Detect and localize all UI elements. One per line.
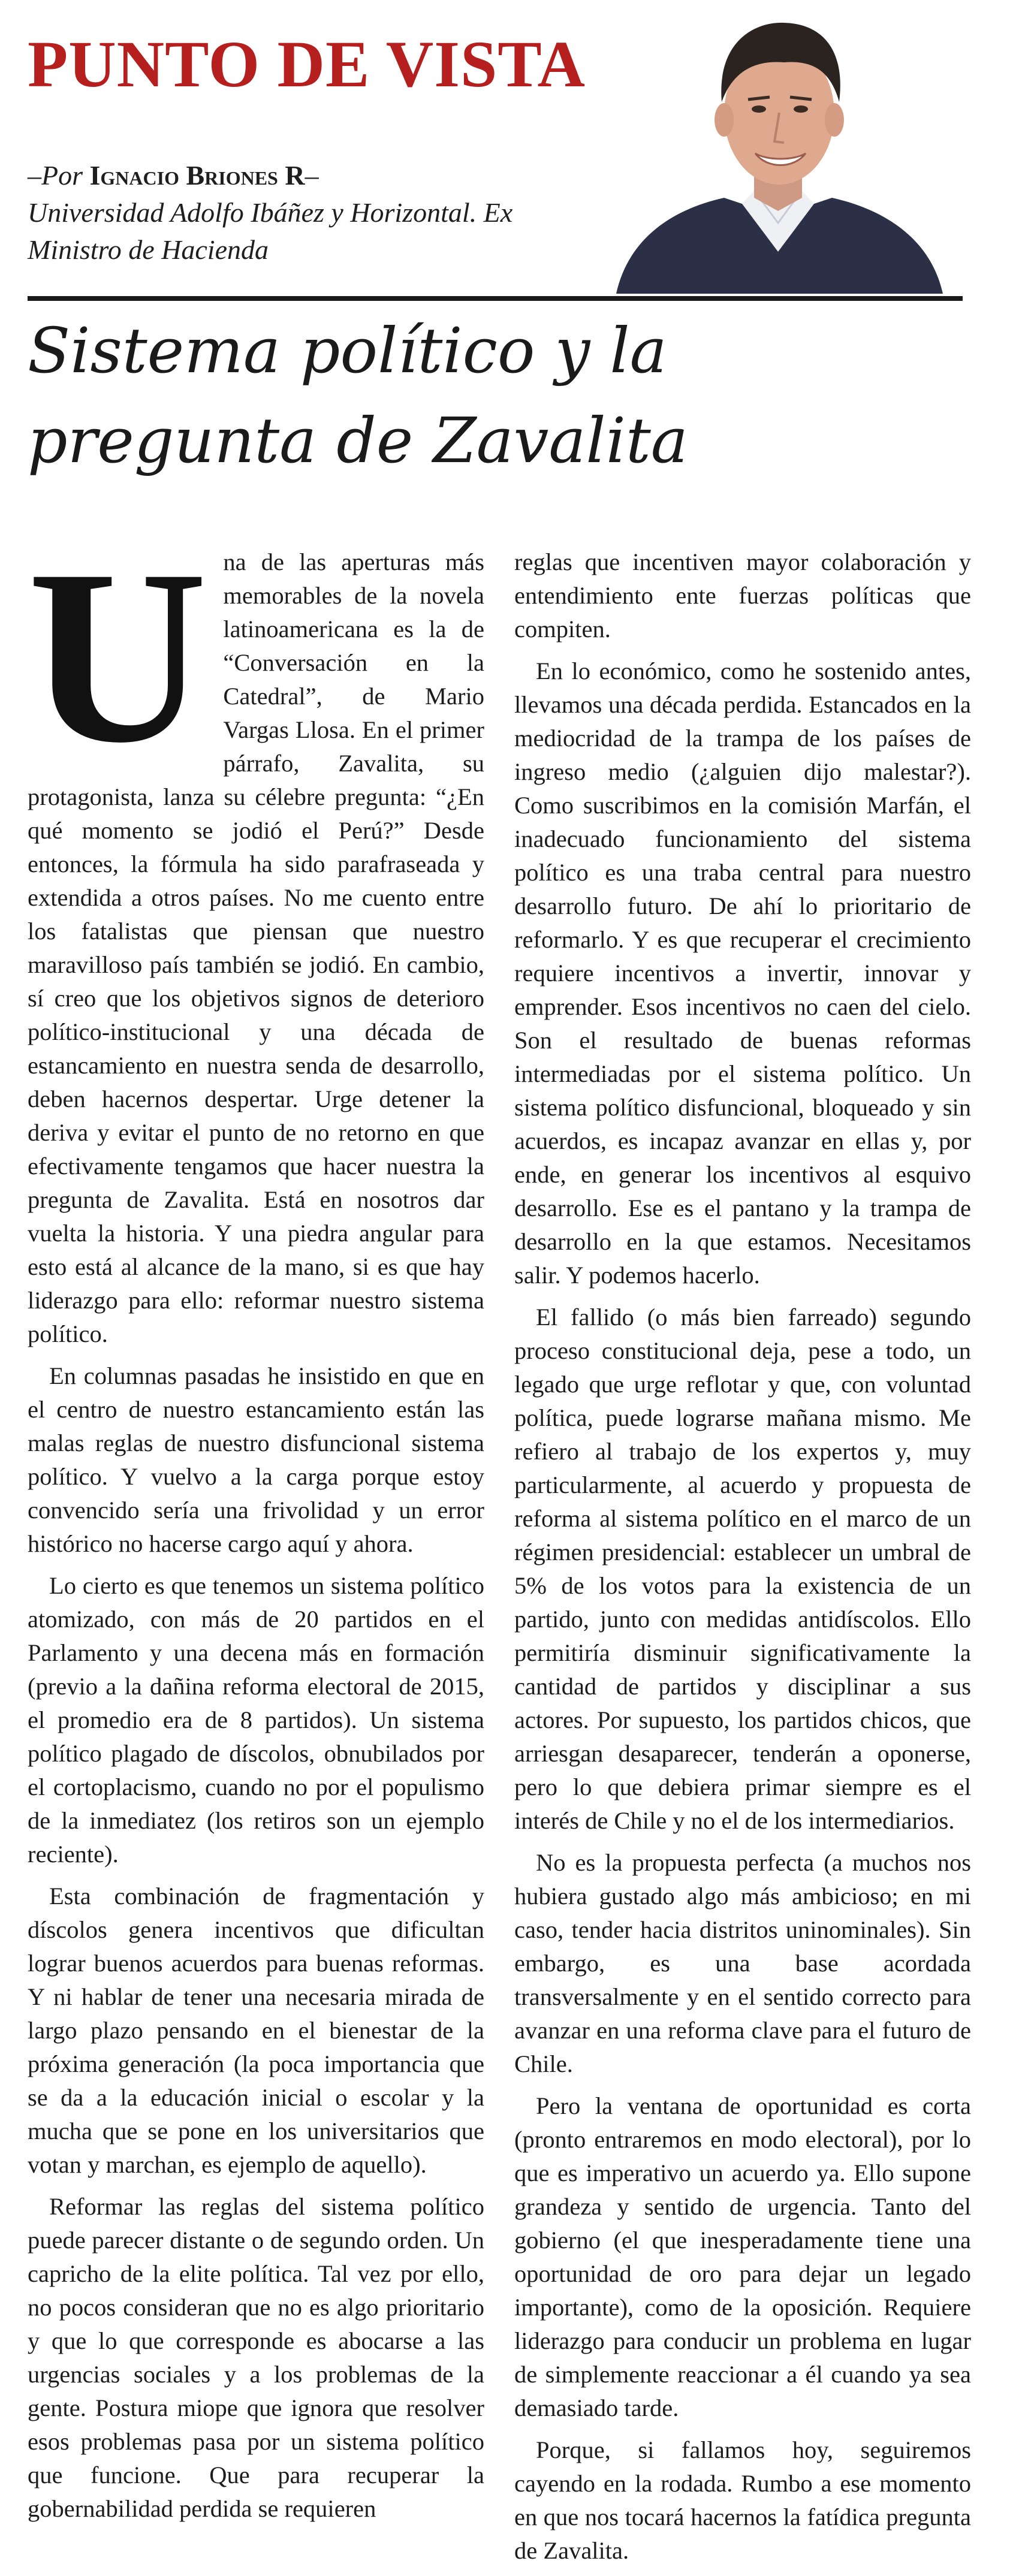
article-paragraph: Lo cierto es que tenemos un sistema político atomizado, con más de 20 partidos en el Parlamento y una decena más en formación (previo a la dañina reforma electoral de 2015, el promedio era de 8 partidos). Un sistema político plagado de díscolos, obnubilados por el cortoplacismo, cuando no por el populismo de la inmediatez (los retiros son un ejemplo reciente). [28,1572,484,1868]
article-paragraph: En lo económico, como he sostenido antes, llevamos una década perdida. Estancados en la mediocridad de la trampa de los países de ingreso medio (¿alguien dijo malestar?). Como suscribimos en la comisión Marfán, el inadecuado funcionamiento del sistema político es una traba central para nuestro desarrollo futuro. De ahí lo prioritario de reformarlo. Y es que recuperar el crecimiento requiere incentivos a invertir, innovar y emprender. Esos incentivos no caen del cielo. Son el resultado de buenas reformas intermediadas por el sistema político. Un sistema político disfuncional, bloqueado y sin acuerdos, es incapaz avanzar en ellas y, por ende, en generar los incentivos al esquivo desarrollo. Ese es el pantano y la trampa de desarrollo en la que estamos. Necesitamos salir. Y podemos hacerlo. [514,657,971,1289]
author-affiliation: Universidad Adolfo Ibáñez y Horizontal. Ex Ministro de Hacienda [28,197,513,265]
byline-suffix: – [305,160,319,191]
header-rule [28,296,963,301]
article-paragraph: Reformar las reglas del sistema político puede parecer distante o de segundo orden. Un capricho de la elite política. Tal vez por ello, no pocos consideran que no es algo prioritario y que lo que corresponde es abocarse a las urgencias sociales y a los problemas de la gente. Postura miope que ignora que resolver esos problemas pasa por un sistema político que funcione. Que para recuperar la gobernabilidad perdida se requieren [28,2193,484,2522]
author-portrait [604,0,953,294]
headline: Sistema político y la pregunta de Zavalita [28,314,688,477]
article-paragraph: No es la propuesta perfecta (a muchos nos hubiera gustado algo más ambicioso; en mi caso, tender hacia distritos uninominales). Sin embargo, es una base acordada transversalmente y en el sentido correcto para avanzar en una reforma clave para el futuro de Chile. [514,1849,971,2077]
drop-cap: U [28,518,208,794]
article-column-left [28,518,484,2534]
article-column-right [514,545,971,2576]
article-paragraph: En columnas pasadas he insistido en que en el centro de nuestro estancamiento están las malas reglas de nuestro disfuncional sistema político. Y vuelvo a la carga porque estoy convencido sería una frivolidad y un error histórico no hacerse cargo aquí y ahora. [28,1362,484,1557]
author-name: Ignacio Briones R [89,160,305,191]
article-paragraph: Esta combinación de fragmentación y díscolos genera incentivos que dificultan lograr buenos acuerdos para buenas reformas. Y ni hablar de tener una necesaria mirada de largo plazo pensando en el bienestar de la próxima generación (la poca importancia que se da a la educación inicial o escolar y la mucha que se pone en los universitarios que votan y marchan, es ejemplo de aquello). [28,1883,484,2178]
byline-prefix: –Por [28,160,90,191]
section-title: PUNTO DE VISTA [28,28,586,101]
article-paragraph: El fallido (o más bien farreado) segundo proceso constitucional deja, pese a todo, un legado que urge reflotar y que, con voluntad política, puede lograrse mañana mismo. Me refiero al trabajo de los expertos y, muy particularmente, al acuerdo y propuesta de reforma al sistema político en el marco de un régimen presidencial: establecer un umbral de 5% de los votos para la existencia de un partido, junto con medidas antidíscolos. Ello permitiría disminuir significativamente la cantidad de partidos y disciplinar a sus actores. Por supuesto, los partidos chicos, que arriesgan desaparecer, tenderán a oponerse, pero lo que debiera primar siempre es el interés de Chile y no el de los intermediarios. [514,1304,971,1834]
byline [28,157,603,269]
article-paragraph: Porque, si fallamos hoy, seguiremos cayendo en la rodada. Rumbo a ese momento en que nos tocará hacernos la fatídica pregunta de Zavalita. [514,2436,971,2564]
article-paragraph [28,518,484,1351]
article-paragraph: reglas que incentiven mayor colaboración y entendimiento ente fuerzas políticas que compiten. [514,548,971,643]
paragraph-text: na de las aperturas más memorables de la novela latinoamericana es la de “Conversación en la Catedral”, de Mario Vargas Llosa. En el primer párrafo, Zavalita, su protagonista, lanza su célebre pregunta: “¿En qué momento se jodió el Perú?” Desde entonces, la fórmula ha sido parafraseada y extendida a otros países. No me cuento entre los fatalistas que piensan que nuestro maravilloso país también se jodió. En cambio, sí creo que los objetivos signos de deterioro político-institucional y una década de estancamiento en nuestra senda de desarrollo, deben hacernos despertar. Urge detener la deriva y evitar el punto de no retorno en que efectivamente tengamos que hacer nuestra la pregunta de Zavalita. Está en nosotros dar vuelta la historia. Y una piedra angular para esto está al alcance de la mano, si es que hay liderazgo para ello: reformar nuestro sistema político. [28,548,484,1347]
article-paragraph: Pero la ventana de oportunidad es corta (pronto entraremos en modo electoral), por lo que es imperativo un acuerdo ya. Ello supone grandeza y sentido de urgencia. Tanto del gobierno (el que inesperadamente tiene una oportunidad de oro para dejar un legado importante), como de la oposición. Requiere liderazgo para conducir un problema en lugar de simplemente reaccionar a él cuando ya sea demasiado tarde. [514,2092,971,2421]
